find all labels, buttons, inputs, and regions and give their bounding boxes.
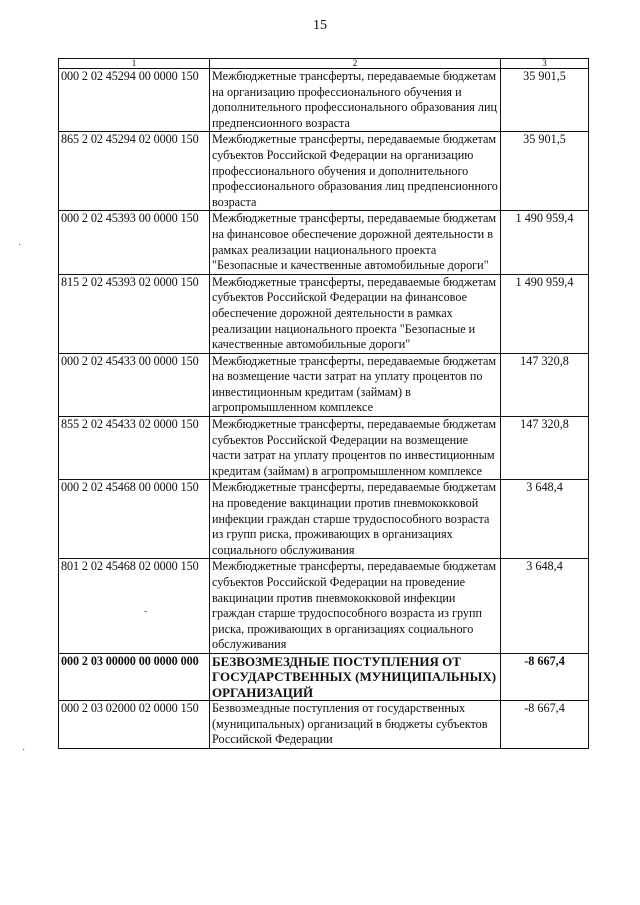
column-header-code: 1: [59, 59, 210, 69]
table-row: [59, 480, 589, 559]
row-amount: 3 648,4: [501, 480, 589, 559]
table-row: [59, 701, 589, 749]
row-name: Межбюджетные трансферты, передаваемые бюджетам на возмещение части затрат на уплату процентов по инвестиционным кредитам (займам) в агропромышленном комплексе: [210, 353, 501, 416]
row-code: 000 2 02 45393 00 0000 150: [59, 211, 210, 274]
row-amount: 1 490 959,4: [501, 274, 589, 353]
column-header-name: 2: [210, 59, 501, 69]
revenue-table: [58, 58, 589, 749]
table-row: [59, 559, 589, 654]
row-name: Межбюджетные трансферты, передаваемые бюджетам на организацию профессионального обучения и дополнительного профессионального образования лиц предпенсионного возраста: [210, 69, 501, 132]
row-code: 815 2 02 45393 02 0000 150: [59, 274, 210, 353]
row-name: БЕЗВОЗМЕЗДНЫЕ ПОСТУПЛЕНИЯ ОТ ГОСУДАРСТВЕННЫХ (МУНИЦИПАЛЬНЫХ) ОРГАНИЗАЦИЙ: [210, 653, 501, 700]
row-name: Межбюджетные трансферты, передаваемые бюджетам субъектов Российской Федерации на возмещение части затрат на уплату процентов по инвестиционным кредитам (займам) в агропромышленном комплексе: [210, 417, 501, 480]
row-code: 865 2 02 45294 02 0000 150: [59, 132, 210, 211]
table-row: [59, 211, 589, 274]
page-number: 15: [313, 18, 327, 33]
table-body: [59, 69, 589, 749]
scan-mark: ·: [22, 745, 26, 756]
table-row: [59, 274, 589, 353]
column-header-amount: 3: [501, 59, 589, 69]
row-code: 801 2 02 45468 02 0000 150: [59, 559, 210, 654]
row-name: Межбюджетные трансферты, передаваемые бюджетам субъектов Российской Федерации на проведение вакцинации против пневмококковой инфекции граждан старше трудоспособного возраста из групп риска, проживающих в организациях социального обслуживания: [210, 559, 501, 654]
table-row: [59, 653, 589, 700]
table-row: [59, 353, 589, 416]
row-amount: 147 320,8: [501, 417, 589, 480]
table-row: [59, 417, 589, 480]
row-amount: -8 667,4: [501, 653, 589, 700]
row-amount: 3 648,4: [501, 559, 589, 654]
row-amount: 35 901,5: [501, 69, 589, 132]
row-name: Безвозмездные поступления от государственных (муниципальных) организаций в бюджеты субъектов Российской Федерации: [210, 701, 501, 749]
row-code: 000 2 02 45433 00 0000 150: [59, 353, 210, 416]
table-header-row: [59, 59, 589, 69]
row-code: 000 2 02 45294 00 0000 150: [59, 69, 210, 132]
row-amount: 1 490 959,4: [501, 211, 589, 274]
table-row: [59, 69, 589, 132]
scan-mark: ·: [18, 240, 22, 251]
row-code: 855 2 02 45433 02 0000 150: [59, 417, 210, 480]
row-code: 000 2 03 02000 02 0000 150: [59, 701, 210, 749]
row-name: Межбюджетные трансферты, передаваемые бюджетам субъектов Российской Федерации на организацию профессионального обучения и дополнительного профессионального образования лиц предпенсионного возраста: [210, 132, 501, 211]
scan-mark: -: [144, 606, 148, 617]
row-name: Межбюджетные трансферты, передаваемые бюджетам субъектов Российской Федерации на финансовое обеспечение дорожной деятельности в рамках реализации национального проекта "Безопасные и качественные автомобильные дороги": [210, 274, 501, 353]
row-amount: 35 901,5: [501, 132, 589, 211]
row-amount: 147 320,8: [501, 353, 589, 416]
row-code: 000 2 02 45468 00 0000 150: [59, 480, 210, 559]
row-name: Межбюджетные трансферты, передаваемые бюджетам на финансовое обеспечение дорожной деятельности в рамках реализации национального проекта "Безопасные и качественные автомобильные дороги": [210, 211, 501, 274]
row-code: 000 2 03 00000 00 0000 000: [59, 653, 210, 700]
row-name: Межбюджетные трансферты, передаваемые бюджетам на проведение вакцинации против пневмококковой инфекции граждан старше трудоспособного возраста из групп риска, проживающих в организациях социального обслуживания: [210, 480, 501, 559]
table-row: [59, 132, 589, 211]
row-amount: -8 667,4: [501, 701, 589, 749]
